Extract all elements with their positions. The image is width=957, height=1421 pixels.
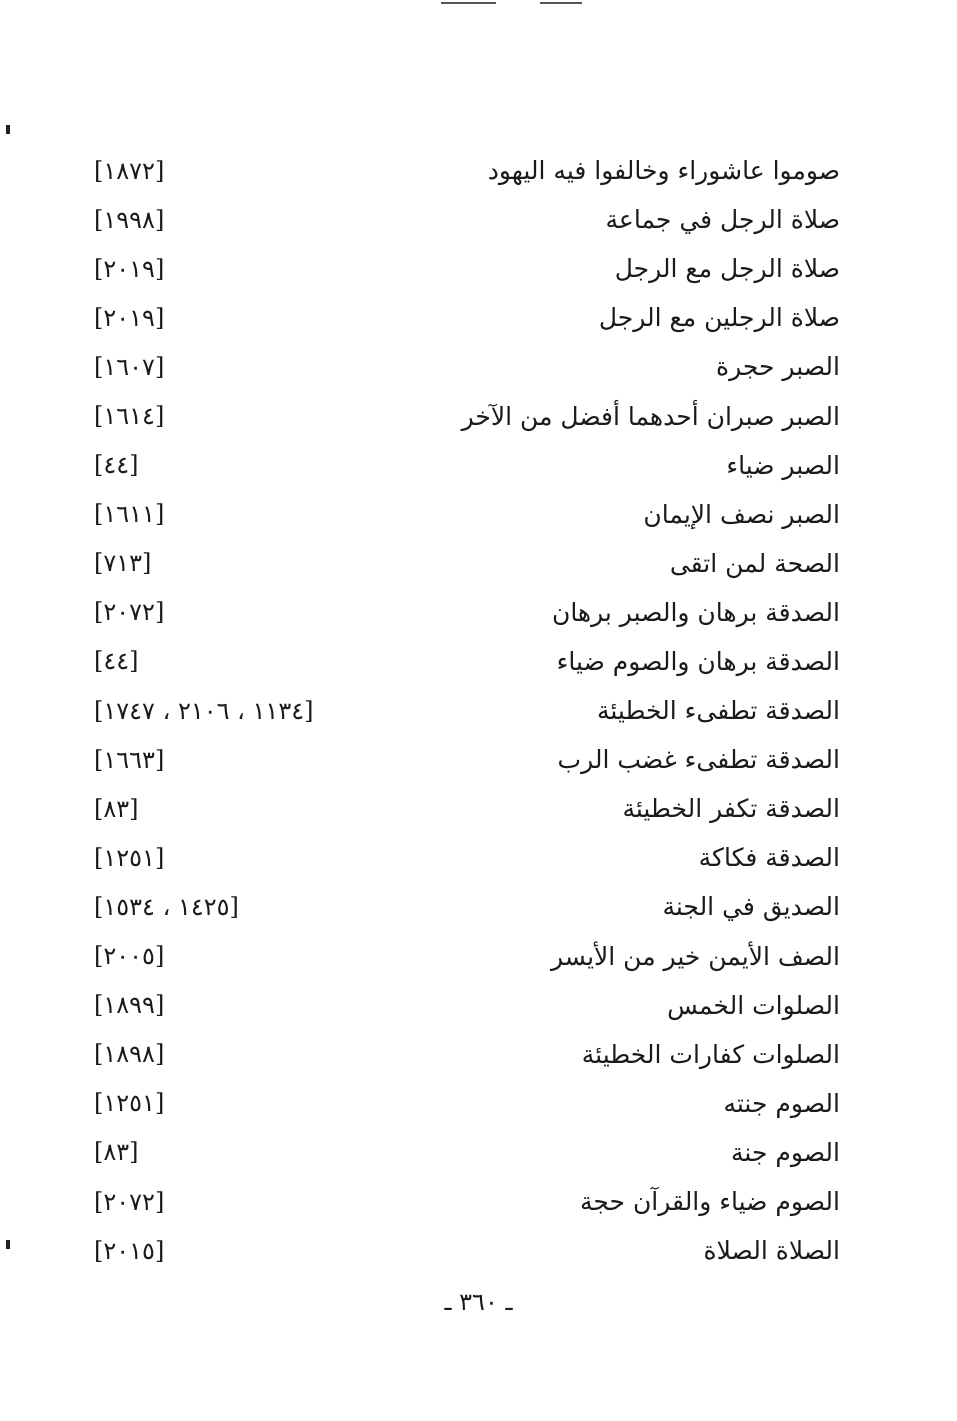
index-entry xyxy=(80,342,840,391)
entry-reference: [٢٠١٩] xyxy=(94,254,165,283)
entry-phrase: الصبر صبران أحدهما أفضل من الآخر xyxy=(461,401,840,431)
index-entry xyxy=(80,735,840,784)
entry-phrase: الصف الأيمن خير من الأيسر xyxy=(550,941,840,971)
entry-reference: [١٦٠٧] xyxy=(94,352,165,381)
entry-phrase: صوموا عاشوراء وخالفوا فيه اليهود xyxy=(487,156,840,186)
entry-phrase: الصوم جنة xyxy=(731,1137,840,1167)
entry-reference: [٨٣] xyxy=(94,794,139,823)
header-rule-left xyxy=(441,2,496,4)
entry-reference: [١٨٧٢] xyxy=(94,156,165,185)
entry-reference: [١٨٩٨] xyxy=(94,1040,165,1069)
entry-phrase: الصلوات كفارات الخطيئة xyxy=(581,1039,840,1069)
entry-reference: [٤٤] xyxy=(94,451,139,480)
index-entry xyxy=(80,1030,840,1079)
entry-phrase: صلاة الرجل مع الرجل xyxy=(614,254,840,284)
entry-reference: [١٦٦٣] xyxy=(94,745,165,774)
index-entry xyxy=(80,588,840,637)
entry-reference: [٨٣] xyxy=(94,1138,139,1167)
entry-reference: [١٨٩٩] xyxy=(94,991,165,1020)
margin-mark-top xyxy=(6,125,10,134)
hadith-index-list xyxy=(80,146,840,1275)
entry-reference: [١٦١١] xyxy=(94,500,165,529)
entry-reference: [٧١٣] xyxy=(94,549,152,578)
margin-mark-bottom xyxy=(6,1240,10,1249)
index-entry xyxy=(80,441,840,490)
entry-reference: [٢٠٠٥] xyxy=(94,942,165,971)
entry-reference: [٢٠٧٢] xyxy=(94,598,165,627)
entry-phrase: الصدقة تطفىء الخطيئة xyxy=(596,696,840,726)
index-entry xyxy=(80,391,840,440)
entry-reference: [١٤٢٥ ، ١٥٣٤] xyxy=(94,892,239,921)
index-entry xyxy=(80,833,840,882)
index-entry xyxy=(80,293,840,342)
index-entry xyxy=(80,146,840,195)
index-entry xyxy=(80,981,840,1030)
entry-phrase: الصدقة فكاكة xyxy=(698,843,840,873)
entry-phrase: الصبر حجرة xyxy=(715,352,840,382)
entry-reference: [١١٣٤ ، ٢١٠٦ ، ١٧٤٧] xyxy=(94,696,314,725)
entry-phrase: الصبر ضياء xyxy=(726,450,840,480)
entry-phrase: الصدقة تكفر الخطيئة xyxy=(622,794,840,824)
entry-phrase: الصحة لمن اتقى xyxy=(669,548,840,578)
index-entry xyxy=(80,784,840,833)
index-entry xyxy=(80,490,840,539)
entry-reference: [٤٤] xyxy=(94,647,139,676)
entry-reference: [٢٠٧٢] xyxy=(94,1187,165,1216)
index-entry xyxy=(80,1226,840,1275)
index-entry xyxy=(80,539,840,588)
entry-reference: [٢٠١٩] xyxy=(94,303,165,332)
index-entry xyxy=(80,882,840,931)
entry-phrase: الصدقة تطفىء غضب الرب xyxy=(557,745,840,775)
entry-reference: [١٩٩٨] xyxy=(94,205,165,234)
entry-phrase: الصوم جنته xyxy=(723,1088,840,1118)
entry-phrase: الصبر نصف الإيمان xyxy=(643,499,840,529)
entry-reference: [١٢٥١] xyxy=(94,843,165,872)
index-entry xyxy=(80,637,840,686)
entry-reference: [١٦١٤] xyxy=(94,402,165,431)
entry-phrase: الصلاة الصلاة xyxy=(703,1236,840,1266)
entry-phrase: صلاة الرجلين مع الرجل xyxy=(598,303,840,333)
entry-phrase: الصديق في الجنة xyxy=(662,892,840,922)
index-entry xyxy=(80,244,840,293)
entry-reference: [١٢٥١] xyxy=(94,1089,165,1118)
index-entry xyxy=(80,1128,840,1177)
index-entry xyxy=(80,1177,840,1226)
index-entry xyxy=(80,932,840,981)
entry-phrase: صلاة الرجل في جماعة xyxy=(605,205,840,235)
entry-reference: [٢٠١٥] xyxy=(94,1236,165,1265)
entry-phrase: الصدقة برهان والصوم ضياء xyxy=(556,646,840,676)
page-number: ـ ٣٦٠ ـ xyxy=(444,1288,513,1316)
entry-phrase: الصدقة برهان والصبر برهان xyxy=(551,597,840,627)
entry-phrase: الصوم ضياء والقرآن حجة xyxy=(580,1187,840,1217)
header-rule-right xyxy=(540,2,582,4)
index-entry xyxy=(80,195,840,244)
index-entry xyxy=(80,686,840,735)
entry-phrase: الصلوات الخمس xyxy=(667,990,840,1020)
index-entry xyxy=(80,1079,840,1128)
